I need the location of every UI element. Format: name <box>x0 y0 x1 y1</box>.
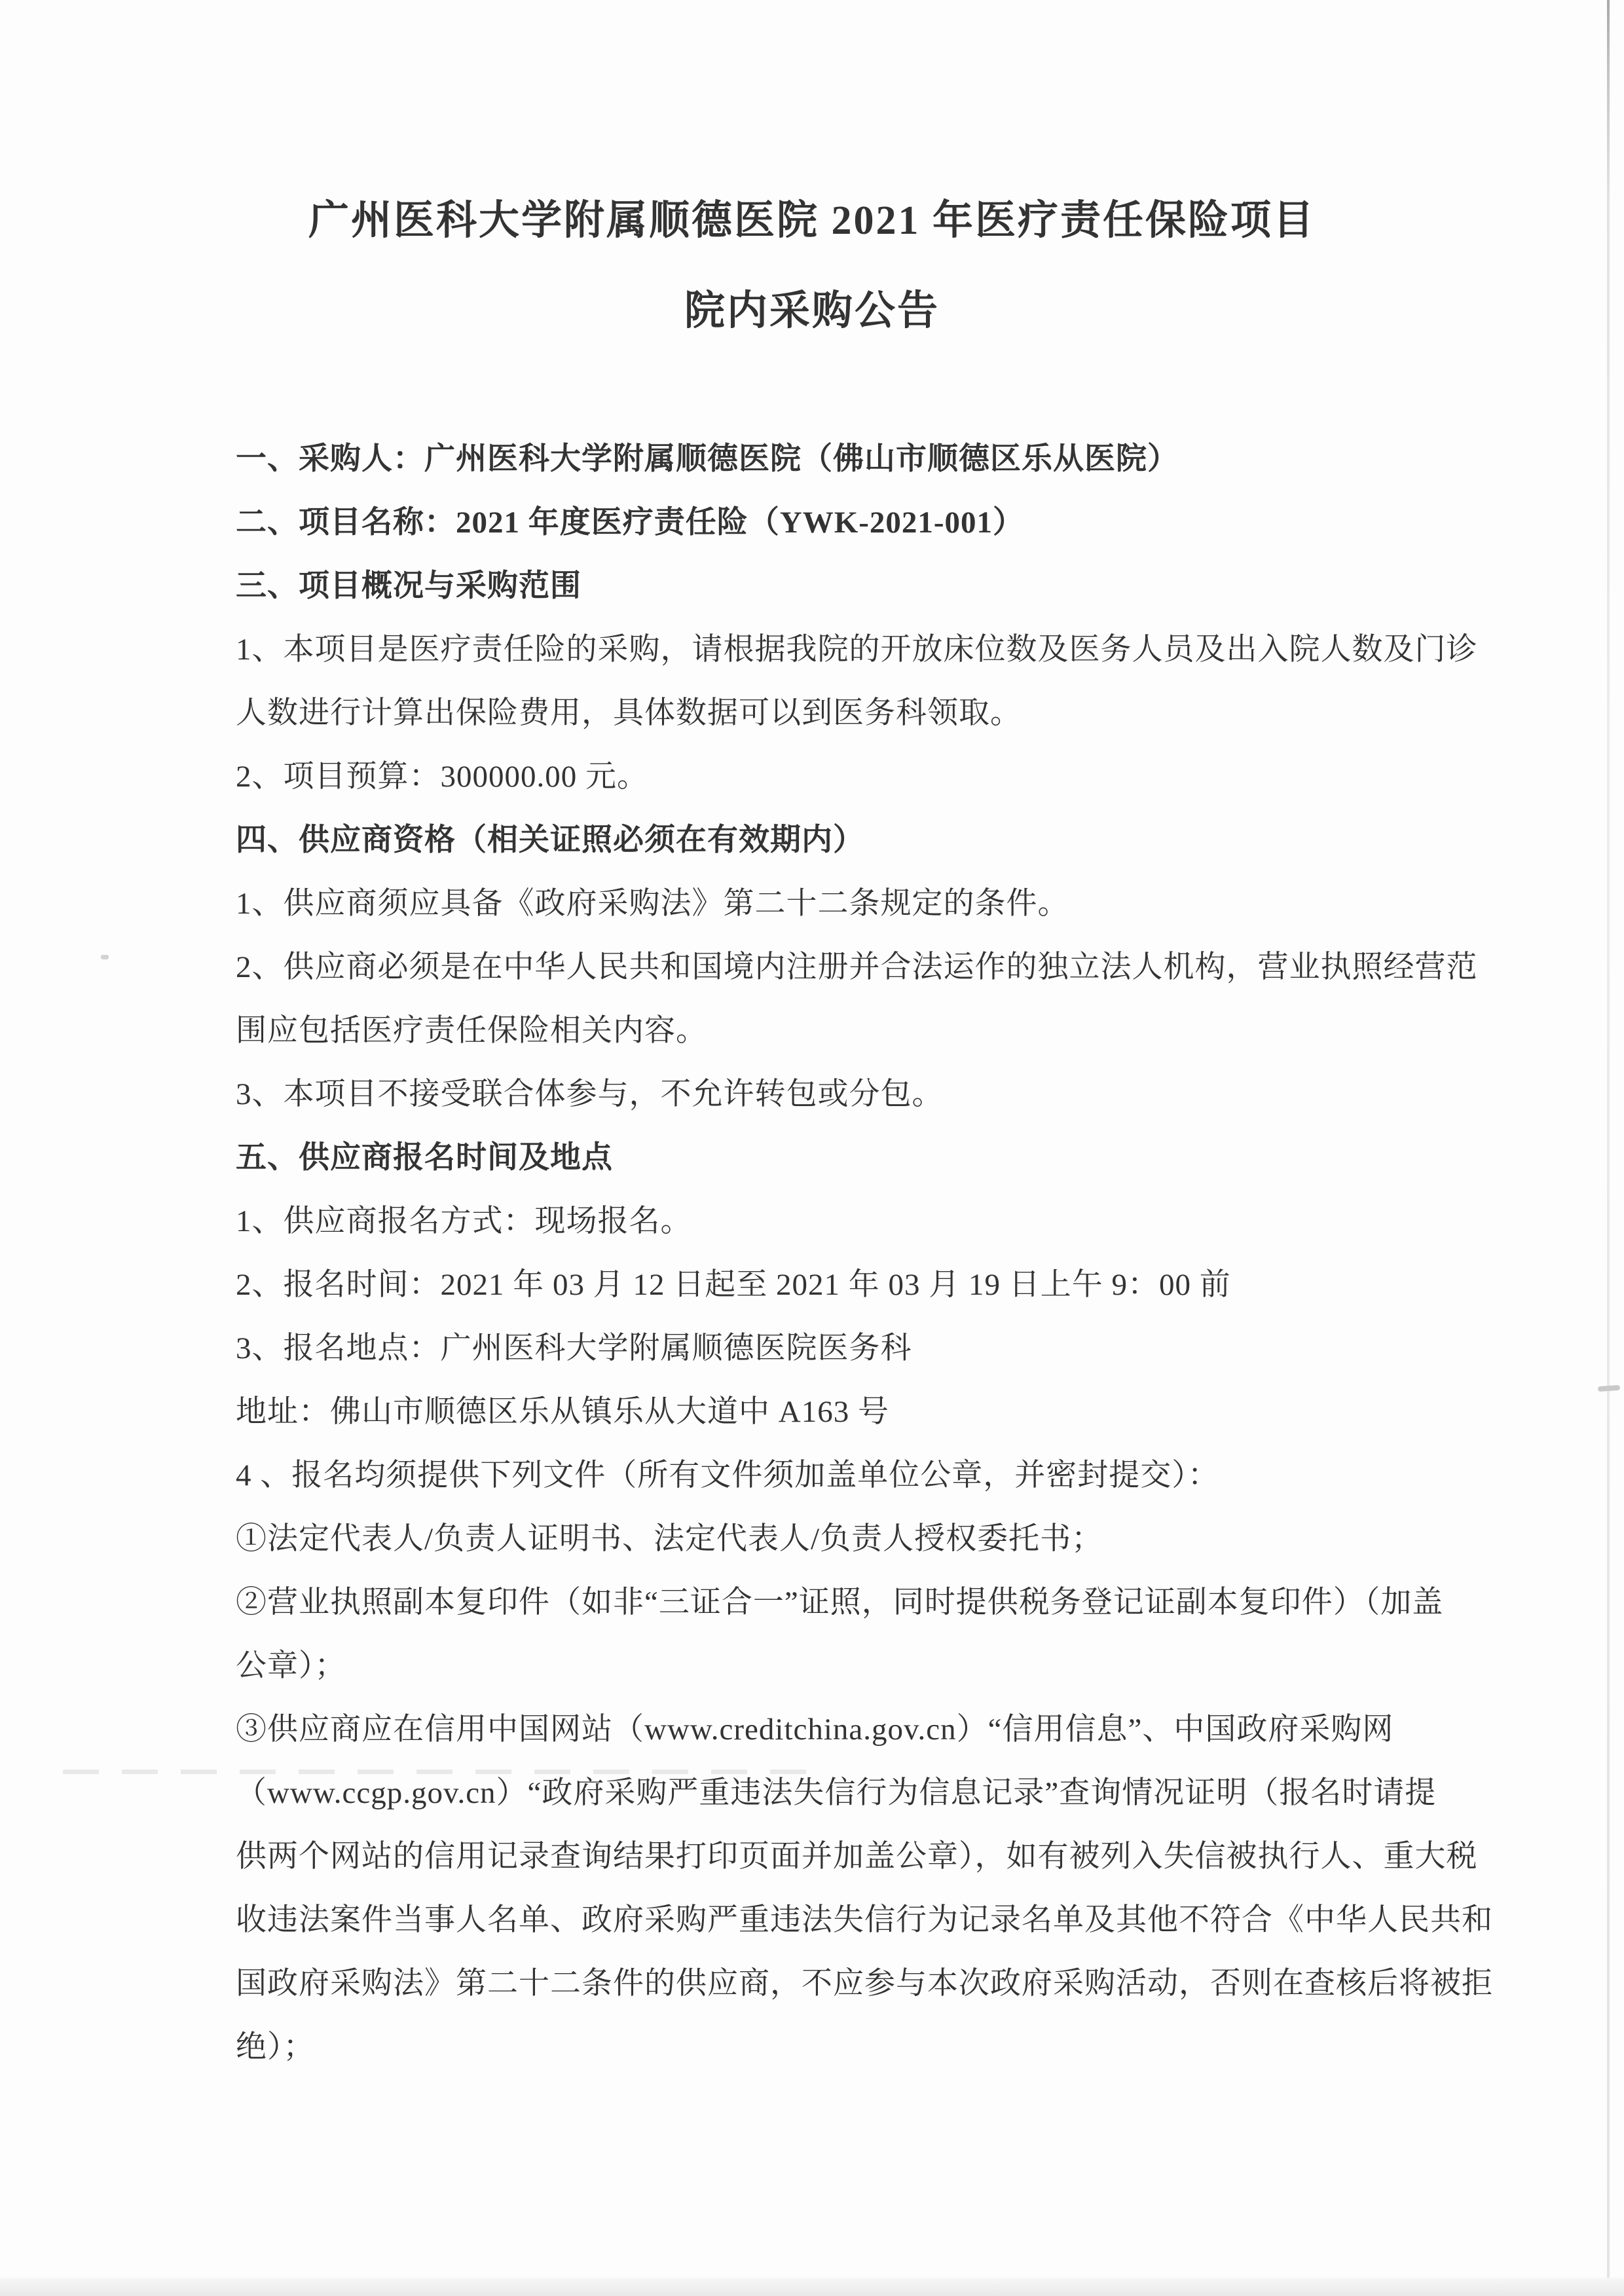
doc-line: 1、本项目是医疗责任险的采购，请根据我院的开放床位数及医务人员及出入院人数及门诊 <box>236 633 1478 667</box>
scan-bottom-artifact <box>0 2278 1624 2296</box>
doc-line-registration-time: 2、报名时间：2021 年 03 月 12 日起至 2021 年 03 月 19 日上午 9：00 前 <box>236 1268 1231 1302</box>
document-body <box>236 428 1493 2079</box>
doc-line: 围应包括医疗责任保险相关内容。 <box>236 1014 707 1048</box>
document-title-line1: 广州医科大学附属顺德医院 2021 年医疗责任保险项目 <box>308 198 1316 243</box>
doc-line-section-overview: 三、项目概况与采购范围 <box>236 569 581 603</box>
doc-line: （www.ccgp.gov.cn）“政府采购严重违法失信行为信息记录”查询情况证明（报名时请提 <box>236 1776 1437 1810</box>
scan-dash-artifact <box>1598 1385 1620 1392</box>
doc-line-registration-place: 3、报名地点：广州医科大学附属顺德医院医务科 <box>236 1331 912 1365</box>
doc-line: 4 、报名均须提供下列文件（所有文件须加盖单位公章，并密封提交）： <box>236 1458 1219 1492</box>
doc-line: 收违法案件当事人名单、政府采购严重违法失信行为记录名单及其他不符合《中华人民共和 <box>236 1903 1493 1937</box>
doc-line-item-1: ①法定代表人/负责人证明书、法定代表人/负责人授权委托书； <box>236 1522 1103 1556</box>
doc-line: 供两个网站的信用记录查询结果打印页面并加盖公章），如有被列入失信被执行人、重大税 <box>236 1840 1478 1874</box>
scan-edge-artifact <box>1607 0 1610 2296</box>
doc-line-budget: 2、项目预算：300000.00 元。 <box>236 760 648 794</box>
doc-line: 公章）； <box>236 1649 346 1683</box>
doc-line-section-qualification: 四、供应商资格（相关证照必须在有效期内） <box>236 823 864 857</box>
doc-line: 绝）； <box>236 2030 315 2064</box>
doc-line-item-2: ②营业执照副本复印件（如非“三证合一”证照，同时提供税务登记证副本复印件）（加盖 <box>236 1585 1444 1620</box>
doc-line: 1、供应商报名方式：现场报名。 <box>236 1204 692 1238</box>
doc-line-purchaser: 一、采购人：广州医科大学附属顺德医院（佛山市顺德区乐从医院） <box>236 442 1179 476</box>
doc-line-project-name: 二、项目名称：2021 年度医疗责任险（YWK-2021-001） <box>236 506 1025 540</box>
doc-line: 2、供应商必须是在中华人民共和国境内注册并合法运作的独立法人机构，营业执照经营范 <box>236 950 1478 984</box>
doc-line: 3、本项目不接受联合体参与，不允许转包或分包。 <box>236 1077 944 1111</box>
document-title-line2: 院内采购公告 <box>684 289 940 333</box>
doc-line-item-3: ③供应商应在信用中国网站（www.creditchina.gov.cn）“信用信息”、中国政府采购网 <box>236 1713 1394 1747</box>
doc-line: 1、供应商须应具备《政府采购法》第二十二条规定的条件。 <box>236 887 1069 921</box>
scan-speck-artifact <box>101 955 109 959</box>
scan-smudge-artifact <box>63 1769 816 1774</box>
doc-line-section-registration: 五、供应商报名时间及地点 <box>236 1141 613 1175</box>
doc-line: 人数进行计算出保险费用，具体数据可以到医务科领取。 <box>236 696 1022 730</box>
doc-line-address: 地址：佛山市顺德区乐从镇乐从大道中 A163 号 <box>236 1395 889 1429</box>
doc-line: 国政府采购法》第二十二条件的供应商，不应参与本次政府采购活动，否则在查核后将被拒 <box>236 1967 1493 2001</box>
